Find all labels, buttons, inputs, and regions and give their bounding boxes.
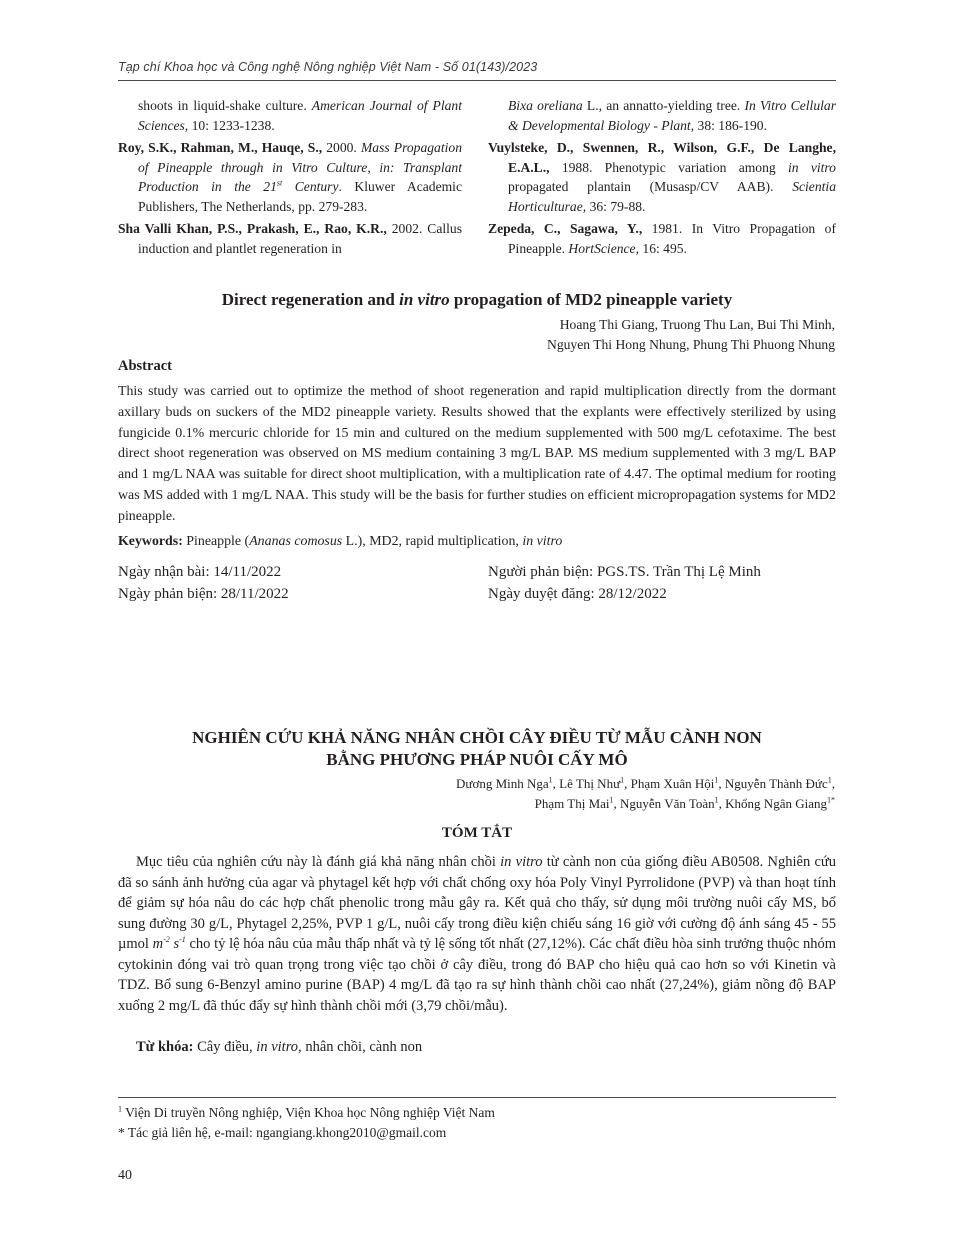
journal-header: Tạp chí Khoa học và Công nghệ Nông nghiệp Việt Nam - Số 01(143)/2023 bbox=[118, 60, 538, 74]
authors-line: Nguyen Thi Hong Nhung, Phung Thi Phuong Nhung bbox=[547, 337, 835, 352]
english-title: Direct regeneration and in vitro propagation of MD2 pineapple variety bbox=[221, 290, 733, 309]
date-approved: Ngày duyệt đăng: 28/12/2022 bbox=[488, 585, 667, 602]
english-authors bbox=[547, 315, 835, 355]
dates-right bbox=[488, 562, 761, 605]
reference-item: Roy, S.K., Rahman, M., Hauqe, S., 2000. Mass Propagation of Pineapple through in Vitro Culture, in: Transplant Production in the 21st Century. Kluwer Academic Publishers, The Netherlands, pp. 279-283. bbox=[118, 140, 462, 214]
english-keywords: Keywords: Pineapple (Ananas comosus L.), MD2, rapid multiplication, in vitro bbox=[118, 534, 563, 549]
footnotes bbox=[118, 1103, 495, 1143]
reference-item: Zepeda, C., Sagawa, Y., 1981. In Vitro Propagation of Pineapple. HortScience, 16: 495. bbox=[488, 221, 836, 256]
reference-item: shoots in liquid-shake culture. American Journal of Plant Sciences, 10: 1233-1238. bbox=[138, 98, 462, 133]
vietnamese-keywords: Từ khóa: Cây điều, in vitro, nhân chồi, cành non bbox=[136, 1039, 423, 1055]
header-rule bbox=[118, 80, 836, 81]
reference-item: Bixa oreliana L., an annatto-yielding tree. In Vitro Cellular & Developmental Biology - Plant, 38: 186-190. bbox=[508, 98, 836, 133]
title-line: NGHIÊN CỨU KHẢ NĂNG NHÂN CHỒI CÂY ĐIỀU TỪ MẪU CÀNH NON bbox=[192, 728, 762, 747]
footnote-affiliation: $^1$ Viện Di truyền Nông nghiệp, Viện Khoa học Nông nghiệp Việt Nam bbox=[118, 1104, 495, 1120]
summary-text: Mục tiêu của nghiên cứu này là đánh giá khả năng nhân chồi in vitro từ cành non của giống điều AB0508. Nghiên cứu đã so sánh ảnh hưởng của agar và phytagel kết hợp với chất chống oxy hóa Poly Vinyl Pyrrolidone (PVP) và than hoạt tính để giảm sự hóa nâu do các hợp chất phenolic trong mẫu gây ra. Kết quả cho thấy, sử dụng môi trường nuôi cấy MS, bổ sung đường 30 g/L, Phytagel 2,25%, PVP 1 g/L, nuôi cấy trong điều kiện chiếu sáng 16 giờ với cường độ ánh sáng 45 - 55 µmol $m^{-2}$ $s^{-1}$ cho tỷ lệ hóa nâu của mẫu thấp nhất và tỷ lệ sống tốt nhất (27,12%). Các chất điều hòa sinh trưởng thuộc nhóm cytokinin đóng vai trò quan trọng trong việc tạo chồi ở cây điều, trong đó BAP cho hiệu quả cao hơn so với Kinetin và TDZ. Bổ sung 6-Benzyl amino purine (BAP) 4 mg/L đã tạo ra sự hình thành chồi cao nhất (27,24%), giảm nồng độ BAP xuống 2 mg/L đã thúc đẩy sự hình thành chồi mới (3,79 chồi/mẫu). bbox=[118, 854, 836, 1014]
vietnamese-authors bbox=[456, 774, 835, 814]
abstract-label: Abstract bbox=[118, 358, 172, 374]
authors-line: Dương Minh Nga$^1$, Lê Thị Như$^1$, Phạm Xuân Hội$^1$, Nguyễn Thành Đức$^1$, bbox=[456, 775, 835, 791]
authors-line: Phạm Thị Mai$^1$, Nguyễn Văn Toàn$^1$, Khổng Ngân Giang$^{1*}$ bbox=[534, 795, 835, 811]
references-left-column bbox=[118, 96, 462, 261]
vietnamese-title bbox=[118, 727, 836, 771]
page-number: 40 bbox=[118, 1168, 132, 1183]
date-received: Ngày nhận bài: 14/11/2022 bbox=[118, 564, 282, 580]
summary-label: TÓM TẮT bbox=[441, 825, 513, 841]
footnote-rule bbox=[118, 1097, 836, 1098]
references-right-column bbox=[488, 96, 836, 261]
dates-left bbox=[118, 562, 289, 605]
abstract-text: This study was carried out to optimize the method of shoot regeneration and rapid multiplication directly from the dormant axillary buds on suckers of the MD2 pineapple variety. Results showed that the explants were effectively sterilized by using fungicide 0.1% mercuric chloride for 15 min and cultured on the medium supplemented with 500 mg/L cefotaxime. The best direct shoot regeneration was observed on MS medium containing 3 mg/L BAP. MS medium supplemented with 3 mg/L BAP and 1 mg/L NAA was suitable for direct shoot multiplication, with a multiplication rate of 4.47. The optimal medium for rooting was MS added with 1 mg/L NAA. This study will be the basis for further studies on efficient micropropagation systems for MD2 pineapple. bbox=[118, 384, 836, 524]
date-review: Ngày phản biện: 28/11/2022 bbox=[118, 585, 289, 602]
reference-item: Vuylsteke, D., Swennen, R., Wilson, G.F., De Langhe, E.A.L., 1988. Phenotypic variation among in vitro propagated plantain (Musasp/CV AAB). Scientia Horticulturae, 36: 79-88. bbox=[488, 140, 836, 214]
authors-line: Hoang Thi Giang, Truong Thu Lan, Bui Thi Minh, bbox=[559, 317, 835, 332]
reference-item: Sha Valli Khan, P.S., Prakash, E., Rao, K.R., 2002. Callus induction and plantlet regeneration in bbox=[118, 221, 463, 256]
footnote-corresponding: * Tác giả liên hệ, e-mail: ngangiang.khong2010@gmail.com bbox=[118, 1125, 447, 1140]
reviewer: Người phản biện: PGS.TS. Trần Thị Lệ Minh bbox=[488, 564, 761, 580]
title-line: BẰNG PHƯƠNG PHÁP NUÔI CẤY MÔ bbox=[326, 750, 628, 769]
